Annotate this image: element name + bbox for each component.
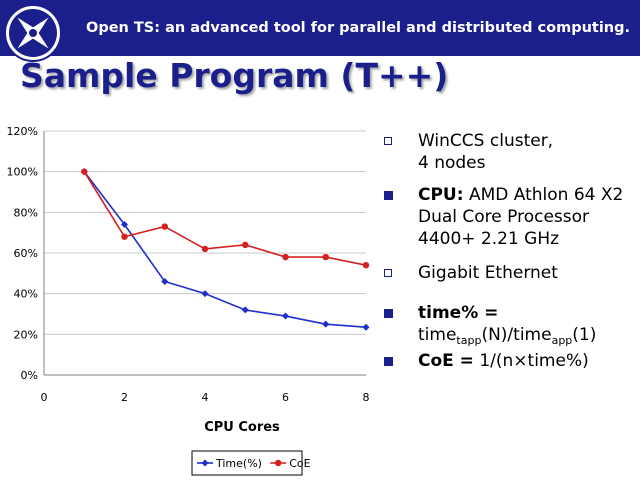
bullet-coe-formula <box>384 350 640 372</box>
bullet-time-formula <box>384 302 640 346</box>
bullet-cpu <box>384 184 640 250</box>
data-point <box>162 223 168 229</box>
y-tick-label: 40% <box>13 287 38 301</box>
y-tick-label: 60% <box>13 247 38 260</box>
bullet-cpu-label: CPU: <box>418 185 464 205</box>
data-point <box>323 254 329 260</box>
data-point <box>202 290 209 297</box>
bullet-cluster-line2: 4 nodes <box>418 153 486 173</box>
data-point <box>242 306 249 313</box>
formula-part: (1) <box>572 325 597 345</box>
y-tick-label: 120% <box>6 125 38 138</box>
page-title: Sample Program (T++) <box>20 56 449 95</box>
legend-label: CoE <box>289 457 311 470</box>
x-tick-label: 4 <box>201 391 209 404</box>
data-point <box>322 321 329 328</box>
legend-label: Time(%) <box>216 457 262 470</box>
data-point <box>121 234 127 240</box>
bullet-marker-icon <box>384 191 393 200</box>
data-point <box>81 168 87 174</box>
formula-subscript: tapp <box>456 334 482 347</box>
data-point <box>242 242 248 248</box>
formula-part: time <box>418 325 457 345</box>
bullet-list <box>384 130 640 372</box>
bullet-cluster-line1: WinCCS cluster, <box>418 131 554 151</box>
y-tick-label: 20% <box>13 328 38 342</box>
bullet-network-text: Gigabit Ethernet <box>418 263 558 283</box>
bullet-network <box>384 262 640 284</box>
bullet-marker-icon <box>384 309 393 318</box>
y-tick-label: 80% <box>13 206 38 220</box>
line-chart <box>0 115 380 480</box>
series-line <box>84 172 366 328</box>
bullet-cpu-text: AMD Athlon 64 X2 Dual Core Processor 4400+ 2.21 GHz <box>418 185 624 249</box>
bullet-time-label: time% = <box>418 303 499 323</box>
legend-marker <box>275 460 281 466</box>
formula-subscript: app <box>551 334 573 347</box>
data-point <box>202 246 208 252</box>
bullet-marker-icon <box>384 137 392 145</box>
data-point <box>282 254 288 260</box>
x-tick-label: 2 <box>121 391 128 404</box>
header-title: Open TS: an advanced tool for parallel and distributed computing. <box>86 20 631 36</box>
bullet-marker-icon <box>384 357 393 366</box>
data-point <box>363 262 369 268</box>
bullet-cluster <box>384 130 640 174</box>
x-axis-label: CPU Cores <box>204 420 280 435</box>
x-tick-label: 8 <box>362 391 370 404</box>
bullet-coe-label: CoE = <box>418 351 474 371</box>
bullet-coe-text: 1/(n×time%) <box>473 351 589 371</box>
y-tick-label: 100% <box>6 165 38 179</box>
x-tick-label: 6 <box>282 391 289 404</box>
x-tick-label: 0 <box>40 391 48 404</box>
bullet-marker-icon <box>384 269 392 277</box>
series-line <box>84 172 366 266</box>
data-point <box>363 324 370 331</box>
logo-icon <box>3 3 63 63</box>
data-point <box>282 313 289 320</box>
formula-part: (N)/time <box>481 325 552 345</box>
y-tick-label: 0% <box>20 369 38 382</box>
bullet-time-expression <box>418 324 640 346</box>
